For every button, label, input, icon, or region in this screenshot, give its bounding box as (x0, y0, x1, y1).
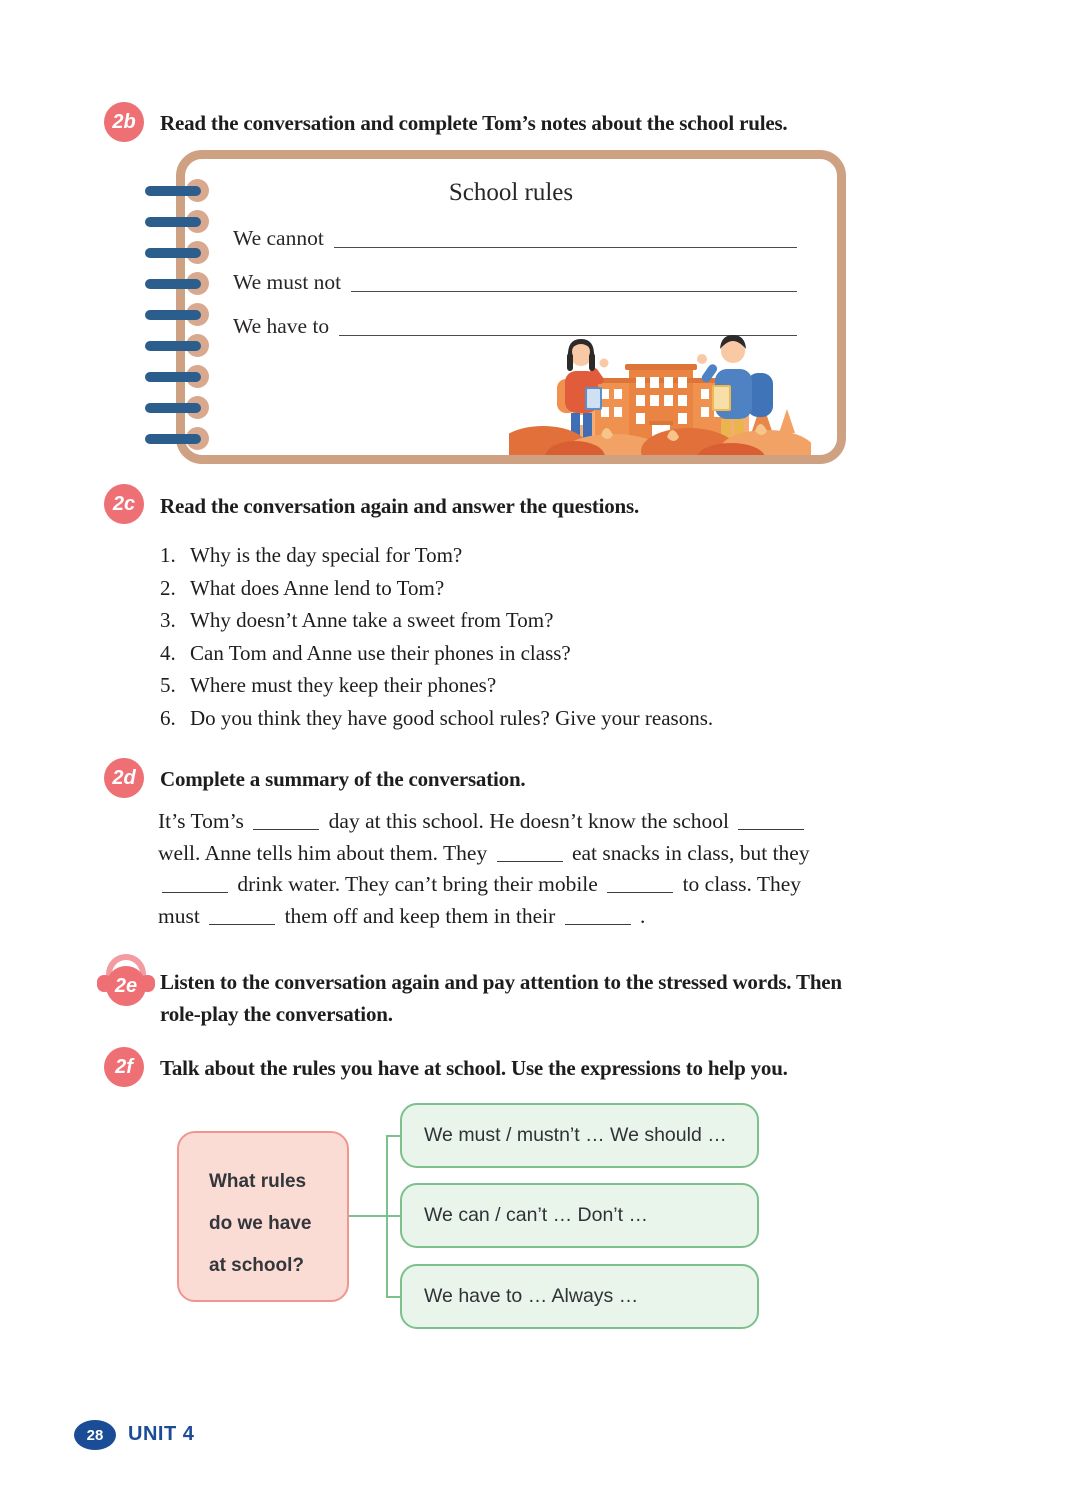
notebook-rule-line (233, 221, 797, 251)
summary-paragraph (158, 806, 936, 932)
page-number-badge: 28 (74, 1420, 116, 1450)
question-text: Do you think they have good school rules? Give your reasons. (190, 705, 714, 730)
activity-badge-2f: 2f (104, 1047, 144, 1087)
question-number: 2. (160, 575, 176, 600)
prompt-line: at school? (209, 1255, 305, 1276)
prompt-box (177, 1131, 349, 1302)
connector-line (386, 1135, 400, 1137)
question-text: Why doesn’t Anne take a sweet from Tom? (190, 608, 554, 632)
question-list (160, 539, 920, 734)
summary-line: drink water. They can’t bring their mobile to class. They (158, 869, 936, 901)
notebook-notes-panel (176, 150, 846, 464)
question-number: 3. (160, 608, 176, 632)
activity-2c-heading: Read the conversation again and answer the questions. (160, 494, 640, 518)
spiral-binding-ring (145, 272, 209, 296)
activity-badge-2b: 2b (104, 102, 144, 142)
unit-label: UNIT 4 (128, 1423, 195, 1445)
blank-line (334, 228, 797, 248)
fill-in-blank (253, 809, 319, 831)
fill-in-blank (209, 903, 275, 925)
prompt-line: What rules (209, 1171, 307, 1192)
fill-in-blank (162, 872, 228, 894)
question-item (160, 669, 920, 702)
question-item (160, 702, 920, 735)
summary-line: must them off and keep them in their . (158, 903, 646, 928)
fill-in-blank (497, 840, 563, 862)
question-text: What does Anne lend to Tom? (190, 575, 445, 600)
heading-line: role-play the conversation. (160, 1002, 393, 1026)
activity-2b-heading: Read the conversation and complete Tom’s notes about the school rules. (160, 111, 788, 135)
expression-text: We have to … Always … (424, 1285, 639, 1307)
question-item (160, 637, 920, 670)
rule-label: We have to (233, 314, 330, 338)
students-school-illustration (509, 327, 811, 455)
heading-line: Listen to the conversation again and pay attention to the stressed words. Then (160, 970, 842, 994)
expression-box (400, 1264, 759, 1329)
question-item (160, 572, 920, 605)
rule-label: We cannot (233, 226, 324, 250)
question-number: 4. (160, 640, 176, 665)
summary-line: well. Anne tells him about them. They eat snacks in class, but they (158, 840, 810, 865)
activity-badge-2e: 2e (106, 966, 146, 1006)
question-item (160, 539, 920, 572)
notebook-rule-line (233, 265, 797, 295)
fill-in-blank (607, 872, 673, 894)
question-text: Where must they keep their phones? (190, 673, 497, 697)
summary-line: It’s Tom’s day at this school. He doesn’t know the school (158, 806, 936, 838)
activity-badge-2c: 2c (104, 484, 144, 524)
fill-in-blank (738, 809, 804, 831)
activity-2d-heading: Complete a summary of the conversation. (160, 767, 526, 791)
question-item (160, 604, 920, 637)
expression-text: We must / mustn’t … We should … (424, 1124, 727, 1146)
spiral-binding-ring (145, 396, 209, 420)
fill-in-blank (565, 903, 631, 925)
headphone-earcup-icon (140, 975, 155, 992)
spiral-binding-ring (145, 179, 209, 203)
activity-badge-2d: 2d (104, 758, 144, 798)
rule-label: We must not (233, 270, 342, 294)
question-number: 1. (160, 543, 176, 567)
spiral-binding-ring (145, 241, 209, 265)
spiral-binding-ring (145, 427, 209, 451)
spiral-binding-ring (145, 210, 209, 234)
activity-2f-heading: Talk about the rules you have at school. Use the expressions to help you. (160, 1056, 788, 1080)
question-text: Can Tom and Anne use their phones in class? (190, 640, 571, 665)
question-number: 5. (160, 673, 176, 697)
expression-box (400, 1183, 759, 1248)
spiral-binding-ring (145, 365, 209, 389)
activity-2e-heading (160, 966, 960, 1030)
prompt-line: do we have (209, 1213, 312, 1234)
connector-line (349, 1215, 400, 1217)
connector-line (386, 1135, 388, 1298)
activity-badge-2e-with-headphones (106, 966, 146, 1006)
question-number: 6. (160, 705, 176, 730)
connector-line (386, 1296, 400, 1298)
blank-line (351, 272, 797, 292)
notebook-title: School rules (448, 179, 574, 206)
headphone-earcup-icon (97, 975, 112, 992)
expression-text: We can / can’t … Don’t … (424, 1204, 648, 1226)
expression-box (400, 1103, 759, 1168)
spiral-binding-ring (145, 334, 209, 358)
spiral-binding-ring (145, 303, 209, 327)
question-text: Why is the day special for Tom? (190, 543, 463, 567)
